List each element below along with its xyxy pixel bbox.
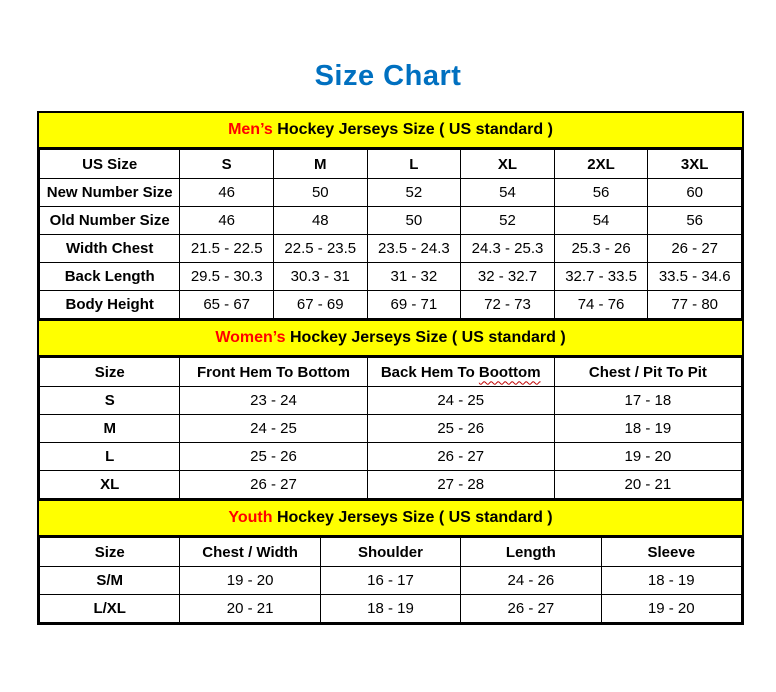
mens-section xyxy=(39,113,742,319)
cell-value: 33.5 - 34.6 xyxy=(648,263,742,291)
cell-value: 24.3 - 25.3 xyxy=(461,235,555,263)
cell-value: 56 xyxy=(648,207,742,235)
column-header: XL xyxy=(461,150,555,179)
table-row xyxy=(40,567,742,595)
cell-value: 46 xyxy=(180,207,274,235)
cell-value: 22.5 - 23.5 xyxy=(273,235,367,263)
cell-value: 18 - 19 xyxy=(601,567,741,595)
column-header: S xyxy=(180,150,274,179)
cell-value: 52 xyxy=(461,207,555,235)
cell-value: 23.5 - 24.3 xyxy=(367,235,461,263)
row-label: L xyxy=(40,443,180,471)
column-header: M xyxy=(273,150,367,179)
cell-value: 24 - 25 xyxy=(180,415,367,443)
row-label: Back Length xyxy=(40,263,180,291)
youth-banner xyxy=(39,499,742,537)
column-header: Length xyxy=(461,538,601,567)
cell-value: 16 - 17 xyxy=(320,567,460,595)
cell-value: 54 xyxy=(461,179,555,207)
cell-value: 54 xyxy=(554,207,648,235)
youth-banner-highlight: Youth xyxy=(228,509,273,526)
cell-value: 27 - 28 xyxy=(367,471,554,499)
column-header: 3XL xyxy=(648,150,742,179)
row-label: Body Height xyxy=(40,291,180,319)
size-tables xyxy=(37,111,744,625)
row-label: Old Number Size xyxy=(40,207,180,235)
womens-header-row xyxy=(40,358,742,387)
page-title: Size Chart xyxy=(314,60,462,92)
column-header: 2XL xyxy=(554,150,648,179)
cell-value: 26 - 27 xyxy=(180,471,367,499)
cell-value: 20 - 21 xyxy=(554,471,741,499)
cell-value: 19 - 20 xyxy=(601,595,741,623)
cell-value: 26 - 27 xyxy=(648,235,742,263)
womens-banner-highlight: Women’s xyxy=(215,329,286,346)
column-header: Sleeve xyxy=(601,538,741,567)
row-label: XL xyxy=(40,471,180,499)
cell-value: 52 xyxy=(367,179,461,207)
cell-value: 26 - 27 xyxy=(461,595,601,623)
mens-banner-text: Hockey Jerseys Size ( US standard ) xyxy=(272,121,553,138)
row-label: S/M xyxy=(40,567,180,595)
mens-header-row xyxy=(40,150,742,179)
table-row xyxy=(40,207,742,235)
row-label: Width Chest xyxy=(40,235,180,263)
mens-banner-highlight: Men’s xyxy=(228,121,273,138)
cell-value: 19 - 20 xyxy=(180,567,320,595)
womens-banner-text: Hockey Jerseys Size ( US standard ) xyxy=(285,329,566,346)
cell-value: 18 - 19 xyxy=(320,595,460,623)
womens-size-table xyxy=(39,357,742,499)
table-row xyxy=(40,235,742,263)
table-row xyxy=(40,263,742,291)
cell-value: 31 - 32 xyxy=(367,263,461,291)
cell-value: 32.7 - 33.5 xyxy=(554,263,648,291)
cell-value: 77 - 80 xyxy=(648,291,742,319)
cell-value: 20 - 21 xyxy=(180,595,320,623)
table-row xyxy=(40,179,742,207)
row-label: M xyxy=(40,415,180,443)
cell-value: 65 - 67 xyxy=(180,291,274,319)
table-row xyxy=(40,595,742,623)
cell-value: 56 xyxy=(554,179,648,207)
row-label: S xyxy=(40,387,180,415)
youth-section xyxy=(39,499,742,623)
cell-value: 25 - 26 xyxy=(180,443,367,471)
cell-value: 60 xyxy=(648,179,742,207)
table-row xyxy=(40,443,742,471)
mens-banner xyxy=(39,113,742,149)
column-header: Chest / Pit To Pit xyxy=(554,358,741,387)
youth-size-table xyxy=(39,537,742,623)
cell-value: 72 - 73 xyxy=(461,291,555,319)
cell-value: 29.5 - 30.3 xyxy=(180,263,274,291)
cell-value: 48 xyxy=(273,207,367,235)
cell-value: 50 xyxy=(273,179,367,207)
cell-value: 30.3 - 31 xyxy=(273,263,367,291)
cell-value: 26 - 27 xyxy=(367,443,554,471)
column-header: US Size xyxy=(40,150,180,179)
cell-value: 23 - 24 xyxy=(180,387,367,415)
cell-value: 21.5 - 22.5 xyxy=(180,235,274,263)
column-header: Back Hem To Boottom xyxy=(367,358,554,387)
column-header: Size xyxy=(40,358,180,387)
misspelled-word: Boottom xyxy=(478,363,541,381)
cell-value: 74 - 76 xyxy=(554,291,648,319)
youth-banner-text: Hockey Jerseys Size ( US standard ) xyxy=(272,509,553,526)
cell-value: 18 - 19 xyxy=(554,415,741,443)
table-row xyxy=(40,387,742,415)
table-row xyxy=(40,471,742,499)
table-row xyxy=(40,291,742,319)
cell-value: 17 - 18 xyxy=(554,387,741,415)
column-header: Size xyxy=(40,538,180,567)
cell-value: 25 - 26 xyxy=(367,415,554,443)
cell-value: 24 - 25 xyxy=(367,387,554,415)
cell-value: 67 - 69 xyxy=(273,291,367,319)
cell-value: 19 - 20 xyxy=(554,443,741,471)
youth-header-row xyxy=(40,538,742,567)
cell-value: 69 - 71 xyxy=(367,291,461,319)
mens-size-table xyxy=(39,149,742,319)
column-header: Front Hem To Bottom xyxy=(180,358,367,387)
table-row xyxy=(40,415,742,443)
row-label: L/XL xyxy=(40,595,180,623)
womens-section xyxy=(39,319,742,499)
column-header: Chest / Width xyxy=(180,538,320,567)
cell-value: 25.3 - 26 xyxy=(554,235,648,263)
womens-banner xyxy=(39,319,742,357)
row-label: New Number Size xyxy=(40,179,180,207)
cell-value: 32 - 32.7 xyxy=(461,263,555,291)
cell-value: 50 xyxy=(367,207,461,235)
column-header: Shoulder xyxy=(320,538,460,567)
column-header: L xyxy=(367,150,461,179)
cell-value: 46 xyxy=(180,179,274,207)
cell-value: 24 - 26 xyxy=(461,567,601,595)
